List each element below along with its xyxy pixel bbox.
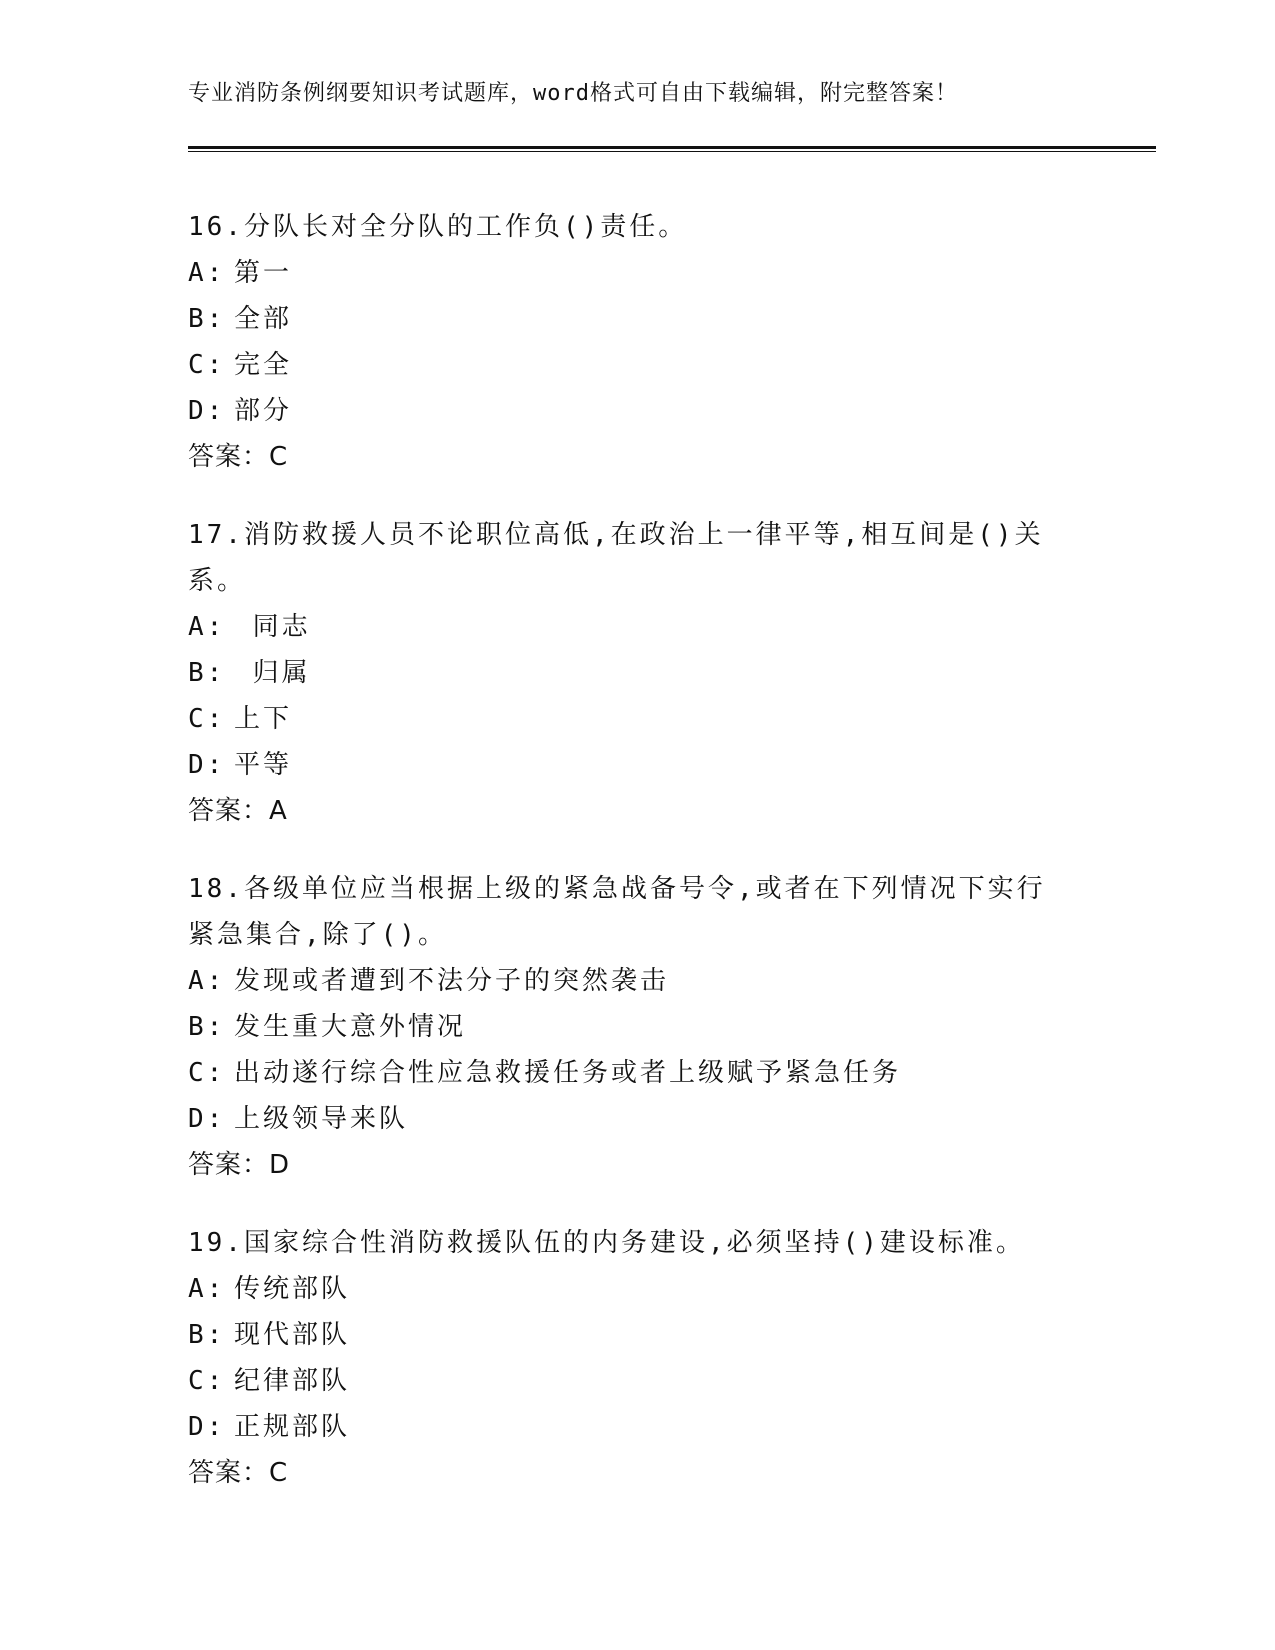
option-text: 发生重大意外情况 (234, 1012, 467, 1042)
option-text: 现代部队 (234, 1320, 351, 1350)
option-text: 全部 (234, 304, 293, 334)
option-text: 上级领导来队 (234, 1104, 409, 1134)
question-16 (188, 204, 1088, 480)
option-letter: A: (188, 1274, 226, 1304)
option-text: 纪律部队 (234, 1366, 351, 1396)
option-c (188, 342, 1088, 388)
option-text: 发现或者遭到不法分子的突然袭击 (234, 966, 670, 996)
option-b (188, 1004, 1088, 1050)
question-17 (188, 512, 1088, 834)
question-stem: 17.消防救援人员不论职位高低,在政治上一律平等,相互间是()关系。 (188, 520, 1044, 596)
question-18 (188, 866, 1088, 1188)
option-letter: B: (188, 658, 226, 688)
option-letter: C: (188, 1058, 226, 1088)
option-text: 第一 (234, 258, 293, 288)
question-19 (188, 1220, 1088, 1496)
option-c (188, 1050, 1088, 1096)
answer-line: 答案：C (188, 1458, 289, 1488)
option-letter: C: (188, 350, 226, 380)
option-text: 同志 (234, 612, 311, 642)
question-stem: 16.分队长对全分队的工作负()责任。 (188, 212, 688, 242)
answer-line: 答案：C (188, 442, 289, 472)
page-header: 专业消防条例纲要知识考试题库，word格式可自由下载编辑，附完整答案！ (188, 81, 958, 106)
option-c (188, 696, 1088, 742)
option-d (188, 388, 1088, 434)
answer-line: 答案：A (188, 796, 288, 826)
option-a (188, 604, 1088, 650)
header-divider-thin (188, 151, 1156, 152)
option-letter: D: (188, 1412, 226, 1442)
option-b (188, 1312, 1088, 1358)
option-text: 平等 (234, 750, 293, 780)
option-d (188, 1404, 1088, 1450)
option-letter: C: (188, 1366, 226, 1396)
question-stem: 18.各级单位应当根据上级的紧急战备号令,或者在下列情况下实行紧急集合,除了()。 (188, 874, 1046, 950)
option-text: 上下 (234, 704, 293, 734)
question-list (188, 204, 1088, 1528)
answer-line: 答案：D (188, 1150, 291, 1180)
option-c (188, 1358, 1088, 1404)
option-d (188, 1096, 1088, 1142)
option-letter: A: (188, 258, 226, 288)
option-a (188, 1266, 1088, 1312)
option-text: 归属 (234, 658, 311, 688)
option-letter: C: (188, 704, 226, 734)
option-letter: D: (188, 396, 226, 426)
option-letter: B: (188, 1012, 226, 1042)
option-letter: A: (188, 966, 226, 996)
option-b (188, 296, 1088, 342)
option-letter: B: (188, 1320, 226, 1350)
option-d (188, 742, 1088, 788)
option-text: 出动遂行综合性应急救援任务或者上级赋予紧急任务 (234, 1058, 902, 1088)
option-a (188, 250, 1088, 296)
option-b (188, 650, 1088, 696)
option-text: 完全 (234, 350, 293, 380)
header-divider-thick (188, 146, 1156, 149)
option-letter: D: (188, 1104, 226, 1134)
option-text: 正规部队 (234, 1412, 351, 1442)
option-letter: D: (188, 750, 226, 780)
option-letter: A: (188, 612, 226, 642)
question-stem: 19.国家综合性消防救援队伍的内务建设,必须坚持()建设标准。 (188, 1228, 1025, 1258)
option-letter: B: (188, 304, 226, 334)
option-text: 部分 (234, 396, 293, 426)
option-a (188, 958, 1088, 1004)
option-text: 传统部队 (234, 1274, 351, 1304)
